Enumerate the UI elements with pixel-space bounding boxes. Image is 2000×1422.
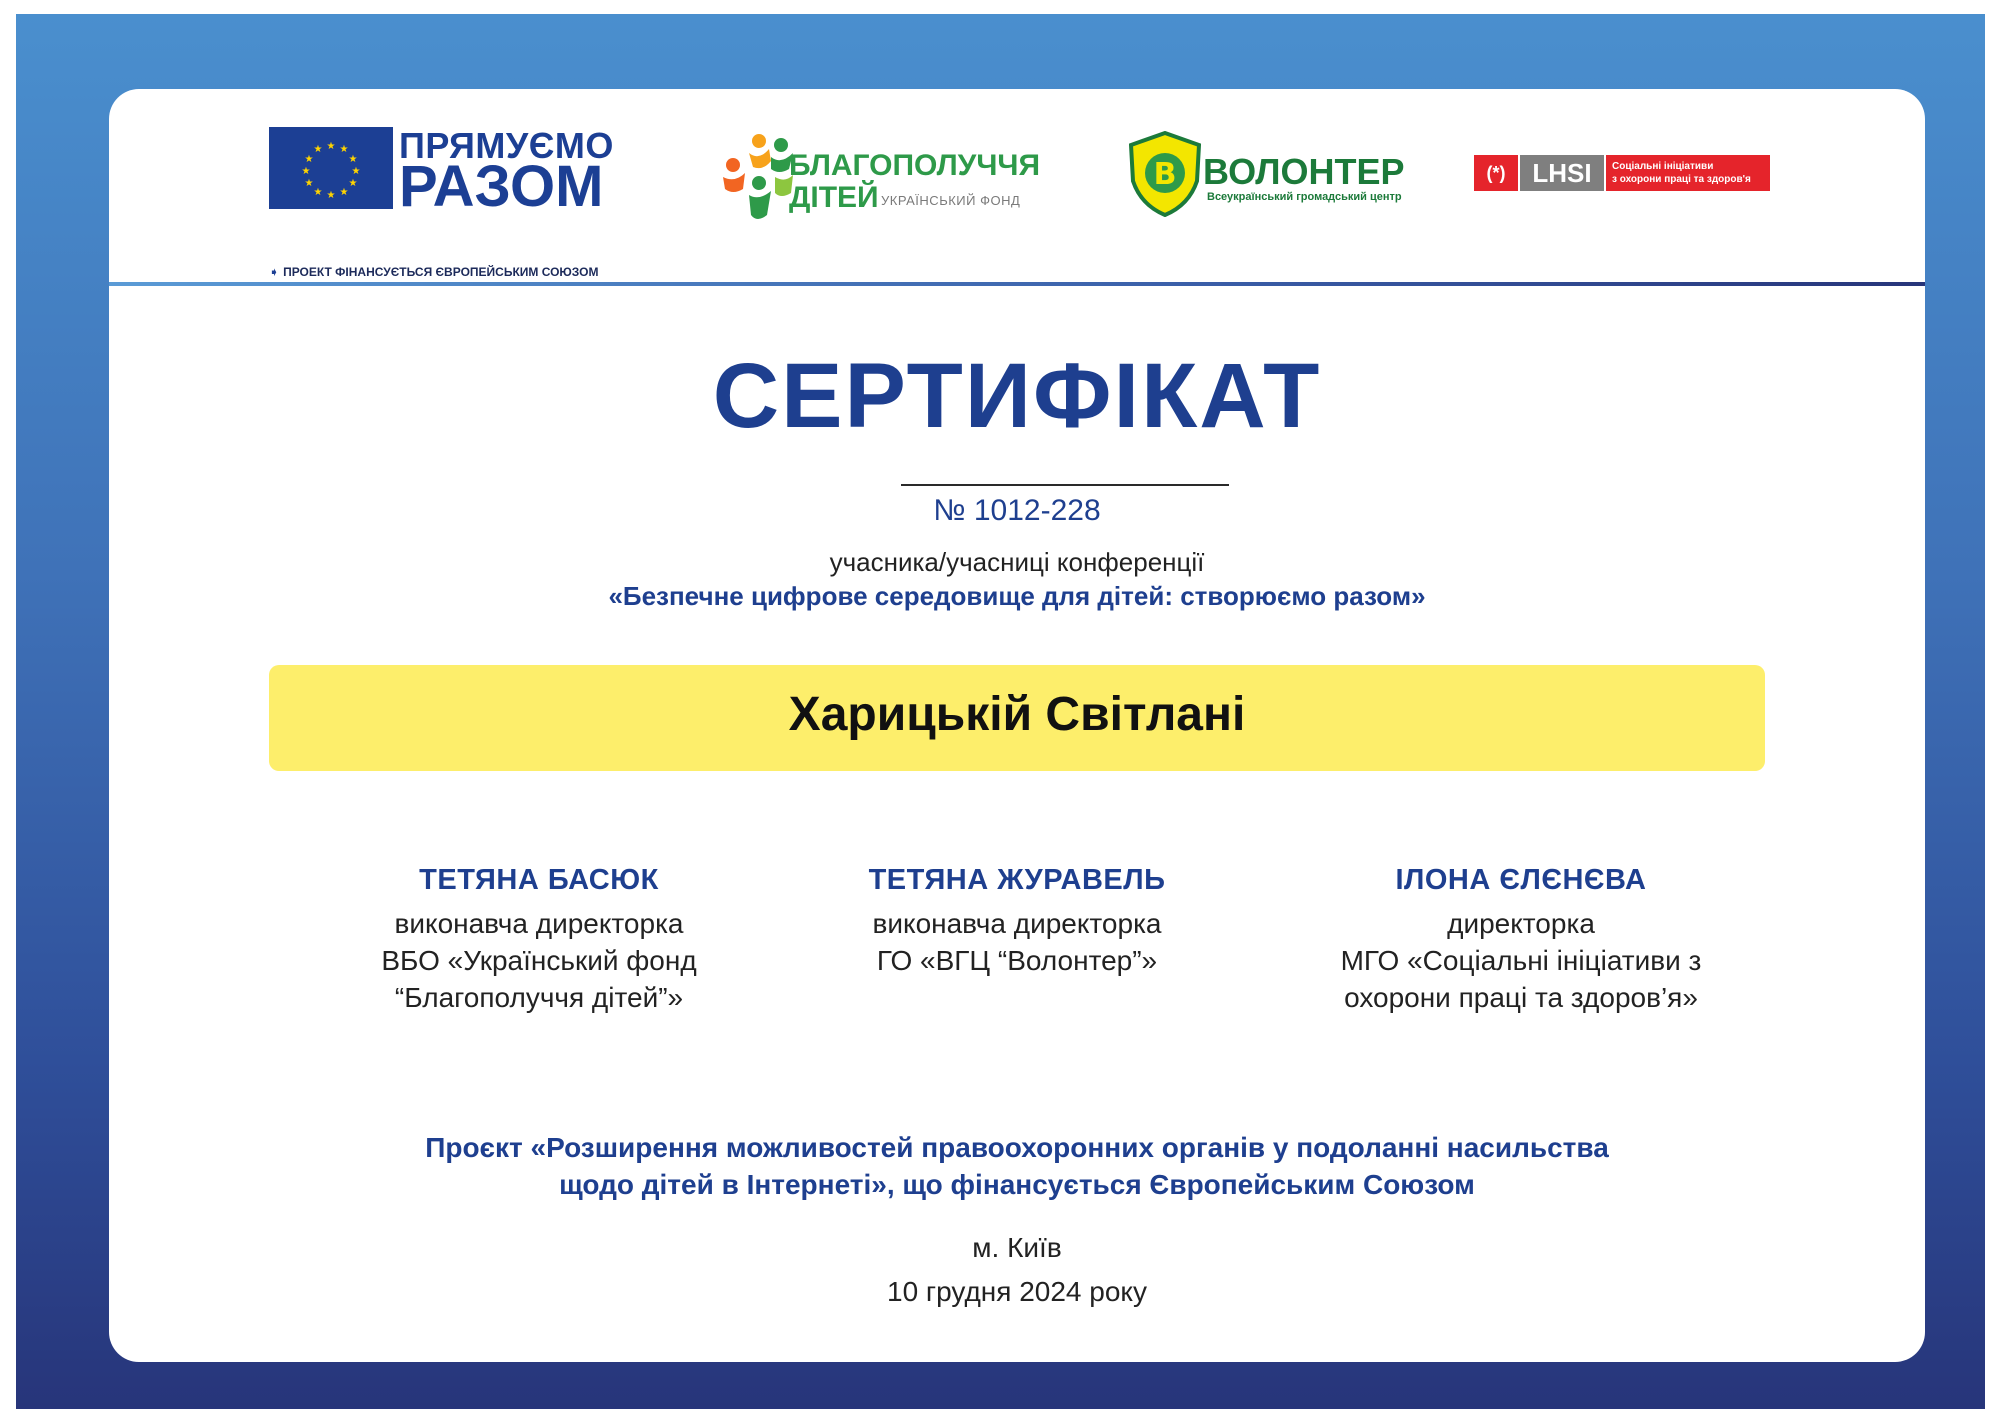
project-description: [109, 1129, 1925, 1203]
lhsi-logo: [1474, 155, 1770, 191]
signer-role-line: охорони праці та здоров’я»: [1344, 982, 1698, 1013]
lhsi-name: LHSI: [1520, 155, 1604, 191]
signer-role-line: ВБО «Український фонд: [381, 945, 697, 976]
blagopoluchchia-logo: [719, 131, 1049, 231]
svg-text:★: ★: [304, 154, 314, 165]
certificate-title: СЕРТИФІКАТ: [712, 345, 1322, 447]
lhsi-description: [1606, 155, 1770, 191]
blagopoluchchia-title-line1: БЛАГОПОЛУЧЧЯ: [789, 149, 1041, 182]
eu-logo-subtitle: [269, 265, 599, 279]
signer-name: ТЕТЯНА БАСЮК: [419, 864, 659, 896]
signer-role-line: директорка: [1447, 908, 1595, 939]
eu-logo-subtitle-text: ПРОЕКТ ФІНАНСУЄТЬСЯ ЄВРОПЕЙСЬКИМ СОЮЗОМ: [283, 265, 599, 279]
arrow-icon: ➧: [269, 265, 280, 279]
participant-label: учасника/учасниці конференції: [829, 547, 1205, 577]
signer-role-line: ГО «ВГЦ “Волонтер”»: [876, 945, 1158, 976]
svg-text:★: ★: [339, 187, 349, 198]
signer-name: ІЛОНА ЄЛЄНЄВА: [1395, 864, 1647, 896]
signer-role-line: МГО «Соціальні ініціативи з: [1340, 945, 1702, 976]
recipient-highlight: [269, 665, 1765, 771]
blagopoluchchia-title-line2: ДІТЕЙ: [789, 181, 879, 214]
svg-text:★: ★: [351, 166, 361, 177]
certificate-card: [109, 89, 1925, 1362]
lhsi-description-line2: з охорони праці та здоров'я: [1612, 174, 1751, 185]
header-divider: [109, 282, 1925, 286]
svg-text:★: ★: [326, 141, 336, 152]
title-underline: [901, 484, 1229, 486]
svg-text:★: ★: [326, 190, 336, 201]
lhsi-description-line1: Соціальні ініціативи: [1612, 161, 1714, 172]
volonter-subtitle: Всеукраїнський громадський центр: [1207, 191, 1402, 203]
svg-text:★: ★: [313, 144, 323, 155]
certificate-frame: [16, 14, 1985, 1409]
eu-flag-icon: [269, 127, 393, 209]
blagopoluchchia-subtitle: УКРАЇНСЬКИЙ ФОНД: [881, 193, 1021, 208]
volonter-logo: [1129, 131, 1405, 231]
signer-3: [1291, 864, 1751, 1016]
eu-logo: [269, 125, 629, 279]
recipient-name: Харицькій Світлані: [788, 688, 1246, 741]
svg-text:★: ★: [348, 178, 358, 189]
signer-role-line: виконавча директорка: [872, 908, 1162, 939]
project-line1: Проєкт «Розширення можливостей правоохоронних органів у подоланні насильства: [425, 1132, 1609, 1163]
eu-logo-title-line1: ПРЯМУЄМО: [399, 125, 614, 166]
signer-name: ТЕТЯНА ЖУРАВЕЛЬ: [868, 864, 1166, 896]
children-figures-icon: [719, 131, 799, 226]
lhsi-mark-icon: (*): [1474, 155, 1518, 191]
volonter-letter: В: [1153, 157, 1177, 192]
volonter-title: ВОЛОНТЕР: [1203, 151, 1405, 192]
certificate-number: № 1012-228: [933, 494, 1101, 527]
city: м. Київ: [972, 1232, 1062, 1263]
issue-date: 10 грудня 2024 року: [887, 1276, 1147, 1307]
shield-icon: [1129, 131, 1201, 217]
svg-text:★: ★: [348, 154, 358, 165]
conference-title: «Безпечне цифрове середовище для дітей: створюємо разом»: [608, 581, 1426, 611]
svg-text:★: ★: [301, 166, 311, 177]
svg-text:★: ★: [304, 178, 314, 189]
signer-1: [309, 864, 769, 1016]
signer-role-line: виконавча директорка: [394, 908, 684, 939]
signer-role-line: “Благополуччя дітей”»: [394, 982, 684, 1013]
signer-2: [787, 864, 1247, 979]
svg-text:★: ★: [339, 144, 349, 155]
project-line2: щодо дітей в Інтернеті», що фінансується Європейським Союзом: [559, 1169, 1475, 1200]
svg-text:★: ★: [313, 187, 323, 198]
eu-logo-title-line2: РАЗОМ: [399, 154, 604, 219]
